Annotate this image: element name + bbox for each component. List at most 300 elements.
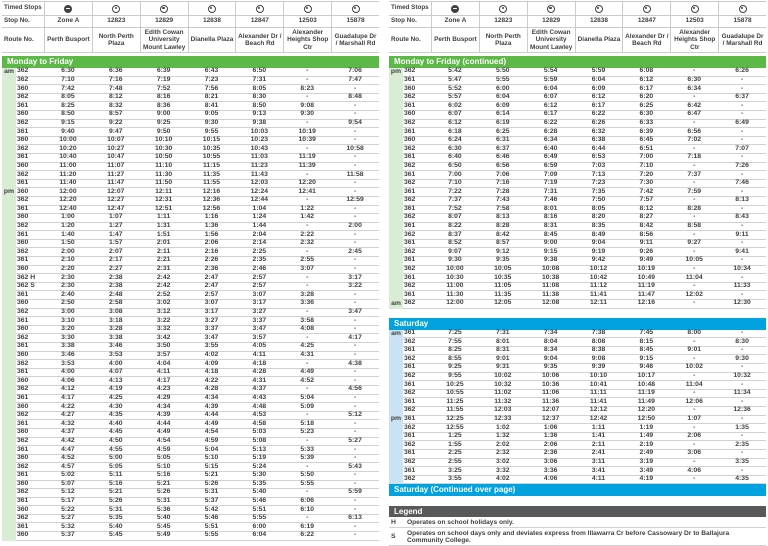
time-cell: 1:47 <box>92 231 140 240</box>
ampm-cell <box>2 412 16 421</box>
time-cell: 6:12 <box>575 94 623 103</box>
timetable-row <box>389 231 766 240</box>
time-cell: 12:03 <box>235 180 283 189</box>
time-cell: 4:52 <box>283 377 331 386</box>
ampm-cell <box>389 206 403 215</box>
time-cell: 5:12 <box>331 412 379 421</box>
time-cell: 4:34 <box>188 395 236 404</box>
time-cell: 2:17 <box>92 257 140 266</box>
time-cell: 2:46 <box>235 266 283 275</box>
time-cell: 9:30 <box>283 111 331 120</box>
time-cell: 8:35 <box>575 223 623 232</box>
timetable-row <box>389 450 766 459</box>
time-cell: 5:42 <box>431 68 479 77</box>
time-cell: 3:12 <box>140 309 188 318</box>
time-cell: 5:18 <box>283 420 331 429</box>
ampm-cell <box>2 231 16 240</box>
time-cell: 6:50 <box>235 68 283 77</box>
route-number-cell: 361 <box>403 206 431 215</box>
time-cell: 4:19 <box>622 476 670 485</box>
time-cell: 10:02 <box>670 364 718 373</box>
time-cell: 6:22 <box>283 532 331 541</box>
time-cell: 10:25 <box>431 381 479 390</box>
timetable-row <box>2 506 379 515</box>
route-number-cell: 362 <box>16 197 44 206</box>
route-number-cell: 362 <box>16 438 44 447</box>
route-number-cell: 362 <box>403 476 431 485</box>
time-cell: 4:13 <box>92 377 140 386</box>
time-cell: 10:06 <box>527 373 575 382</box>
time-cell: 7:52 <box>140 85 188 94</box>
route-number-cell: 362 <box>16 309 44 318</box>
ampm-cell <box>2 180 16 189</box>
ampm-cell <box>2 489 16 498</box>
section-header: Monday to Friday <box>2 56 379 68</box>
time-cell: 4:49 <box>140 429 188 438</box>
time-cell: 11:19 <box>622 283 670 292</box>
time-cell: 7:48 <box>92 85 140 94</box>
time-cell: 6:24 <box>431 137 479 146</box>
time-cell: 11:30 <box>140 171 188 180</box>
timetable-row <box>2 68 379 77</box>
route-number-cell: 361 <box>16 257 44 266</box>
time-cell: 6:06 <box>283 498 331 507</box>
time-cell: - <box>670 441 718 450</box>
time-cell: 7:31 <box>479 330 527 339</box>
time-cell: 12:16 <box>622 300 670 309</box>
time-cell: 6:30 <box>670 77 718 86</box>
time-cell: - <box>718 111 766 120</box>
time-cell: 2:47 <box>188 283 236 292</box>
time-cell: 3:35 <box>718 459 766 468</box>
stop-name: Edith Cowan University Mount Lawley <box>143 29 186 51</box>
route-number-cell: 360 <box>16 300 44 309</box>
time-cell: 12:55 <box>431 424 479 433</box>
time-cell: - <box>718 416 766 425</box>
time-cell: 4:48 <box>235 403 283 412</box>
timetable-header <box>389 1 766 53</box>
time-cell: 10:41 <box>575 381 623 390</box>
time-cell: - <box>670 94 718 103</box>
timed-stops-row <box>2 2 379 16</box>
time-cell: 7:57 <box>622 197 670 206</box>
time-cell: - <box>670 355 718 364</box>
stop-no-cell <box>188 16 236 27</box>
route-number-cell: 361 <box>16 395 44 404</box>
route-number-cell: 361 <box>403 274 431 283</box>
time-cell: 6:56 <box>670 128 718 137</box>
timetable-row <box>2 532 379 541</box>
time-cell: 11:32 <box>479 398 527 407</box>
time-cell: - <box>283 223 331 232</box>
time-cell: 6:22 <box>527 120 575 129</box>
time-cell: 6:17 <box>575 102 623 111</box>
time-cell: 3:42 <box>140 334 188 343</box>
time-cell: 10:12 <box>575 266 623 275</box>
ampm-cell: pm <box>390 415 402 423</box>
stop-no-cell <box>44 16 92 27</box>
route-number-cell: 360 <box>16 266 44 275</box>
timetable-row <box>2 317 379 326</box>
time-cell: 2:45 <box>331 248 379 257</box>
timetable-row <box>2 283 379 292</box>
route-number-cell: 361 <box>403 330 431 339</box>
time-cell: 8:20 <box>575 214 623 223</box>
time-cell: - <box>718 381 766 390</box>
time-cell: - <box>670 231 718 240</box>
timetable-row <box>2 455 379 464</box>
route-number-cell: 360 <box>403 111 431 120</box>
timed-stops-label: Timed Stops <box>4 4 42 12</box>
stop-no-cell <box>283 16 331 27</box>
time-cell: 9:01 <box>479 355 527 364</box>
time-cell: 4:25 <box>92 395 140 404</box>
time-cell: 4:25 <box>283 343 331 352</box>
time-cell: 5:59 <box>331 489 379 498</box>
time-cell: 11:02 <box>479 390 527 399</box>
timetable-row <box>2 463 379 472</box>
stop-no-cell <box>718 16 766 27</box>
stop-name-cell <box>44 28 92 52</box>
route-number-cell: 361 <box>16 291 44 300</box>
time-cell: 2:31 <box>140 266 188 275</box>
time-cell: 8:12 <box>92 94 140 103</box>
time-cell: 2:57 <box>235 274 283 283</box>
time-cell: - <box>331 326 379 335</box>
time-cell: - <box>718 450 766 459</box>
time-cell: 12:02 <box>670 291 718 300</box>
stop-no-label-cell <box>2 16 44 27</box>
time-cell: 10:00 <box>44 137 92 146</box>
time-cell: - <box>718 364 766 373</box>
timed-stop-cell <box>479 2 527 15</box>
time-cell: 2:02 <box>479 441 527 450</box>
time-cell: 3:20 <box>44 326 92 335</box>
time-cell: 5:35 <box>92 515 140 524</box>
time-cell: 4:29 <box>140 395 188 404</box>
stop-number: 12829 <box>155 17 174 25</box>
time-cell: - <box>283 412 331 421</box>
stop-no-label: Stop No. <box>4 17 30 25</box>
time-cell: 9:08 <box>283 102 331 111</box>
time-cell: 5:42 <box>188 506 236 515</box>
time-cell: 1:11 <box>140 214 188 223</box>
time-cell: 2:35 <box>235 257 283 266</box>
time-cell: 7:52 <box>431 206 479 215</box>
time-cell: 10:30 <box>140 145 188 154</box>
timetable-row <box>389 206 766 215</box>
time-cell: 5:46 <box>235 498 283 507</box>
timetable-row <box>389 373 766 382</box>
time-cell: 4:56 <box>331 386 379 395</box>
time-cell: 11:58 <box>331 171 379 180</box>
stop-name: Alexander Heights Shop Ctr <box>674 29 716 51</box>
time-cell: 6:33 <box>622 120 670 129</box>
time-cell: 7:00 <box>431 171 479 180</box>
timetable-row <box>389 240 766 249</box>
time-cell: 12:20 <box>622 407 670 416</box>
time-cell: 7:23 <box>188 77 236 86</box>
time-cell: 1:36 <box>188 223 236 232</box>
time-cell: 5:10 <box>188 455 236 464</box>
time-cell: 1:19 <box>622 424 670 433</box>
time-cell: - <box>331 163 379 172</box>
time-cell: 6:31 <box>479 137 527 146</box>
time-cell: 8:31 <box>527 223 575 232</box>
time-cell: 5:16 <box>140 472 188 481</box>
ampm-cell <box>2 120 16 129</box>
time-cell: 4:42 <box>44 438 92 447</box>
timetable-row <box>2 163 379 172</box>
time-cell: 1:51 <box>140 231 188 240</box>
stop-no-cell <box>92 16 140 27</box>
timetable-row <box>389 180 766 189</box>
timetable-row <box>2 231 379 240</box>
time-cell: - <box>718 240 766 249</box>
time-cell: 5:36 <box>140 506 188 515</box>
time-cell: 5:55 <box>283 481 331 490</box>
route-number-cell: 362 <box>16 489 44 498</box>
time-cell: 10:19 <box>622 266 670 275</box>
time-cell: 7:58 <box>479 206 527 215</box>
timetable-row <box>389 120 766 129</box>
time-cell: - <box>718 206 766 215</box>
stop-name: North Perth Plaza <box>485 32 521 47</box>
time-cell: 11:06 <box>527 390 575 399</box>
route-number-cell: 362 <box>16 412 44 421</box>
time-cell: - <box>331 352 379 361</box>
time-cell: 9:04 <box>527 355 575 364</box>
time-cell: 9:08 <box>575 355 623 364</box>
route-number-cell: 362 <box>403 197 431 206</box>
time-cell: 12:36 <box>188 197 236 206</box>
time-cell: - <box>670 424 718 433</box>
time-cell: 12:00 <box>44 188 92 197</box>
time-cell: - <box>283 283 331 292</box>
time-cell: - <box>283 68 331 77</box>
ampm-cell <box>389 120 403 129</box>
time-cell: 7:28 <box>479 188 527 197</box>
time-cell: 7:23 <box>575 180 623 189</box>
route-number-cell: 361 <box>16 206 44 215</box>
stop-number: 12503 <box>298 17 317 25</box>
time-cell: 2:21 <box>140 257 188 266</box>
time-cell: 10:03 <box>235 128 283 137</box>
legend-text: Operates on school holidays only. <box>407 518 514 526</box>
timed-stop-cell <box>431 2 479 15</box>
time-cell: 9:27 <box>670 240 718 249</box>
time-cell: 3:28 <box>283 291 331 300</box>
time-cell: 4:47 <box>44 446 92 455</box>
stop-number: Zone A <box>444 17 467 25</box>
timetable-row <box>2 386 379 395</box>
stop-no-cell <box>479 16 527 27</box>
time-cell: 7:46 <box>527 197 575 206</box>
time-cell: 6:00 <box>479 85 527 94</box>
time-cell: 1:25 <box>431 433 479 442</box>
ampm-cell <box>389 197 403 206</box>
time-cell: 10:35 <box>188 145 236 154</box>
timed-stop-cell <box>44 2 92 15</box>
time-cell: - <box>670 180 718 189</box>
time-cell: 6:14 <box>479 111 527 120</box>
time-cell: - <box>331 111 379 120</box>
time-cell: 6:34 <box>527 137 575 146</box>
time-cell: 4:59 <box>188 438 236 447</box>
time-cell: 11:27 <box>92 171 140 180</box>
time-cell: 1:41 <box>575 433 623 442</box>
ampm-cell <box>389 291 403 300</box>
time-cell: 9:19 <box>575 248 623 257</box>
timetable-row <box>389 433 766 442</box>
time-cell: 3:37 <box>188 326 236 335</box>
time-cell: 1:04 <box>235 206 283 215</box>
time-cell: 9:38 <box>527 257 575 266</box>
stop-name: Alexander Dr / Beach Rd <box>238 32 282 47</box>
ampm-cell <box>2 326 16 335</box>
time-cell: 9:07 <box>431 248 479 257</box>
route-number-cell: 361 <box>403 398 431 407</box>
timetable-row <box>389 102 766 111</box>
time-cell: 5:10 <box>140 463 188 472</box>
timed-stop-cell <box>235 2 283 15</box>
stop-name: Alexander Dr / Beach Rd <box>625 32 669 47</box>
time-cell: 4:55 <box>92 446 140 455</box>
route-number-cell: 362 S <box>16 283 44 292</box>
time-cell: 8:38 <box>575 347 623 356</box>
time-cell: - <box>331 523 379 532</box>
ampm-cell <box>2 343 16 352</box>
time-cell: 11:00 <box>431 283 479 292</box>
time-cell: 4:11 <box>235 352 283 361</box>
time-cell: 5:07 <box>44 481 92 490</box>
time-cell: 6:39 <box>622 128 670 137</box>
ampm-cell <box>389 163 403 172</box>
time-cell: - <box>670 68 718 77</box>
time-cell: 4:11 <box>140 369 188 378</box>
time-cell: 8:55 <box>431 355 479 364</box>
time-cell: 7:31 <box>527 188 575 197</box>
time-cell: 4:31 <box>283 352 331 361</box>
route-number-cell: 361 <box>403 102 431 111</box>
timed-stop-cell <box>92 2 140 15</box>
timetable-row <box>389 68 766 77</box>
route-number-cell: 361 <box>403 450 431 459</box>
time-cell: 8:08 <box>575 338 623 347</box>
timed-stop-cell <box>575 2 623 15</box>
timed-stop-icon <box>739 5 747 13</box>
time-cell: 8:49 <box>575 231 623 240</box>
time-cell: 5:47 <box>431 77 479 86</box>
ampm-cell <box>2 154 16 163</box>
legend <box>389 506 766 546</box>
ampm-cell: am <box>389 330 403 339</box>
time-cell: 4:17 <box>44 395 92 404</box>
route-number-cell: 362 <box>403 231 431 240</box>
stop-name: Guadalupe Dr / Marshall Rd <box>334 32 377 47</box>
stop-name: Alexander Heights Shop Ctr <box>287 29 329 51</box>
time-cell: 7:25 <box>431 330 479 339</box>
ampm-cell <box>2 77 16 86</box>
stop-no-label: Stop No. <box>391 17 417 25</box>
time-cell: 8:15 <box>622 338 670 347</box>
time-cell: 12:11 <box>575 300 623 309</box>
route-number-cell: 361 <box>16 420 44 429</box>
time-cell: 9:00 <box>140 111 188 120</box>
route-number-cell: 362 <box>403 338 431 347</box>
route-number-cell: 361 <box>403 364 431 373</box>
time-cell: 5:57 <box>431 94 479 103</box>
time-cell: 6:00 <box>235 523 283 532</box>
ampm-cell <box>2 291 16 300</box>
time-cell: 10:07 <box>92 137 140 146</box>
time-cell: 8:05 <box>235 85 283 94</box>
time-cell: 5:37 <box>44 532 92 541</box>
stop-number: 12823 <box>107 17 126 25</box>
route-number-cell: 362 <box>16 171 44 180</box>
time-cell: 11:04 <box>670 274 718 283</box>
time-cell: 3:25 <box>431 467 479 476</box>
legend-key: H <box>391 518 396 526</box>
time-cell: 5:31 <box>188 489 236 498</box>
time-cell: 11:40 <box>44 180 92 189</box>
route-number-cell: 360 <box>403 137 431 146</box>
time-cell: 2:57 <box>235 283 283 292</box>
time-cell: - <box>283 489 331 498</box>
timetable-panel-right <box>389 1 766 546</box>
time-cell: 4:07 <box>92 369 140 378</box>
route-number-cell: 360 <box>16 240 44 249</box>
timed-stops-cell <box>2 2 44 15</box>
time-cell: 5:50 <box>479 68 527 77</box>
time-cell: 2:27 <box>92 266 140 275</box>
time-cell: 4:28 <box>188 386 236 395</box>
timetable-header <box>2 1 379 53</box>
time-cell: 10:27 <box>92 145 140 154</box>
time-cell: 5:51 <box>235 506 283 515</box>
route-number-cell: 360 <box>16 326 44 335</box>
timetable-row <box>2 334 379 343</box>
route-number-cell: 362 <box>403 266 431 275</box>
route-number-cell: 362 <box>16 68 44 77</box>
time-cell: 4:53 <box>235 412 283 421</box>
time-cell: 3:07 <box>283 266 331 275</box>
time-cell: - <box>283 77 331 86</box>
time-cell: 7:37 <box>670 171 718 180</box>
time-cell: 9:40 <box>44 128 92 137</box>
time-cell: 5:09 <box>283 403 331 412</box>
timetable-row <box>389 197 766 206</box>
time-cell: - <box>331 420 379 429</box>
time-cell: 7:59 <box>670 188 718 197</box>
time-cell: 4:54 <box>140 438 188 447</box>
time-cell: 5:49 <box>140 532 188 541</box>
time-cell: 11:55 <box>431 407 479 416</box>
time-cell: 6:12 <box>527 102 575 111</box>
time-cell: 3:57 <box>235 334 283 343</box>
time-cell: - <box>670 476 718 485</box>
timetable-row <box>389 467 766 476</box>
time-cell: 2:06 <box>670 433 718 442</box>
timetable-row <box>389 154 766 163</box>
route-number-cell: 361 <box>16 446 44 455</box>
time-cell: 2:41 <box>575 450 623 459</box>
time-cell: 9:11 <box>718 231 766 240</box>
ampm-cell <box>2 266 16 275</box>
timed-stop-icon <box>304 5 312 13</box>
time-cell: 2:47 <box>188 274 236 283</box>
time-cell: 4:06 <box>527 476 575 485</box>
